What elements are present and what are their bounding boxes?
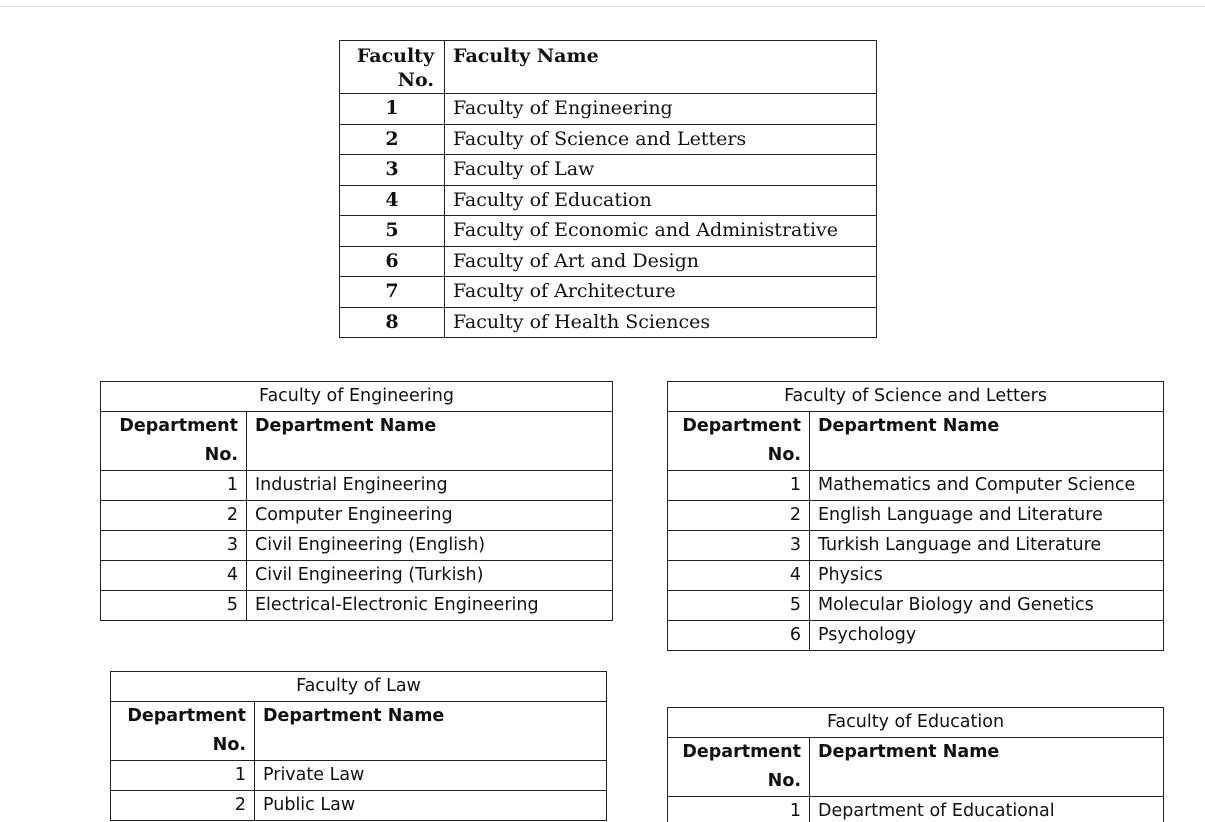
table-row <box>101 591 613 621</box>
table-row <box>668 471 1164 501</box>
faculty-name: Faculty of Health Sciences <box>445 307 877 338</box>
faculty-no: 1 <box>340 94 445 125</box>
department-name-header: Department Name <box>247 412 613 471</box>
department-no: 2 <box>668 501 810 531</box>
table-caption-row <box>668 708 1164 738</box>
department-name: Civil Engineering (Turkish) <box>247 561 613 591</box>
table-row <box>340 216 877 247</box>
department-no: 3 <box>101 531 247 561</box>
department-name: Mathematics and Computer Science <box>810 471 1164 501</box>
department-no-header: Department No. <box>668 412 810 471</box>
table-row <box>101 561 613 591</box>
table-row <box>101 501 613 531</box>
department-no: 1 <box>668 797 810 822</box>
table-row <box>668 591 1164 621</box>
table-row <box>340 277 877 308</box>
faculty-table <box>339 40 877 338</box>
table-row <box>668 797 1164 822</box>
table-caption-row <box>668 382 1164 412</box>
faculty-name-header: Faculty Name <box>445 41 877 94</box>
table-header-row <box>668 412 1164 471</box>
table-row <box>340 307 877 338</box>
table-row <box>340 246 877 277</box>
table-caption-row <box>111 672 607 702</box>
faculty-name: Faculty of Engineering <box>445 94 877 125</box>
table-caption: Faculty of Engineering <box>101 382 613 412</box>
table-row <box>668 501 1164 531</box>
faculty-name: Faculty of Education <box>445 185 877 216</box>
department-name-header: Department Name <box>255 702 607 761</box>
department-name: Private Law <box>255 761 607 791</box>
table-row <box>340 185 877 216</box>
department-no: 6 <box>668 621 810 651</box>
department-name-header: Department Name <box>810 412 1164 471</box>
faculty-no: 7 <box>340 277 445 308</box>
department-no-header: Department No. <box>668 738 810 797</box>
department-no: 1 <box>668 471 810 501</box>
table-header-row <box>111 702 607 761</box>
department-no: 1 <box>111 761 255 791</box>
department-name: Psychology <box>810 621 1164 651</box>
faculty-table-header <box>340 41 877 94</box>
table-row <box>340 155 877 186</box>
department-no: 4 <box>101 561 247 591</box>
department-no: 2 <box>101 501 247 531</box>
department-no: 5 <box>668 591 810 621</box>
department-no: 1 <box>101 471 247 501</box>
department-name: Turkish Language and Literature <box>810 531 1164 561</box>
department-name: Department of Educational <box>810 797 1164 822</box>
department-name: English Language and Literature <box>810 501 1164 531</box>
education-departments-table <box>667 707 1164 822</box>
department-no: 3 <box>668 531 810 561</box>
table-row <box>111 761 607 791</box>
faculty-name: Faculty of Architecture <box>445 277 877 308</box>
faculty-name: Faculty of Art and Design <box>445 246 877 277</box>
faculty-no: 4 <box>340 185 445 216</box>
department-name: Electrical-Electronic Engineering <box>247 591 613 621</box>
department-name: Civil Engineering (English) <box>247 531 613 561</box>
department-name-header: Department Name <box>810 738 1164 797</box>
engineering-departments-table <box>100 381 613 621</box>
table-header-row <box>668 738 1164 797</box>
table-caption: Faculty of Law <box>111 672 607 702</box>
department-no-header: Department No. <box>111 702 255 761</box>
law-departments-table <box>110 671 607 821</box>
top-divider <box>0 6 1205 7</box>
department-name: Public Law <box>255 791 607 821</box>
table-caption: Faculty of Science and Letters <box>668 382 1164 412</box>
department-no: 4 <box>668 561 810 591</box>
faculty-name: Faculty of Economic and Administrative <box>445 216 877 247</box>
department-no-header: Department No. <box>101 412 247 471</box>
department-name: Computer Engineering <box>247 501 613 531</box>
science-letters-departments-table <box>667 381 1164 651</box>
table-row <box>111 791 607 821</box>
faculty-no: 5 <box>340 216 445 247</box>
faculty-no: 8 <box>340 307 445 338</box>
table-row <box>340 124 877 155</box>
table-caption: Faculty of Education <box>668 708 1164 738</box>
table-header-row <box>101 412 613 471</box>
table-row <box>101 531 613 561</box>
faculty-name: Faculty of Law <box>445 155 877 186</box>
faculty-no: 3 <box>340 155 445 186</box>
faculty-name: Faculty of Science and Letters <box>445 124 877 155</box>
faculty-no: 2 <box>340 124 445 155</box>
table-row <box>101 471 613 501</box>
department-no: 2 <box>111 791 255 821</box>
table-caption-row <box>101 382 613 412</box>
department-name: Molecular Biology and Genetics <box>810 591 1164 621</box>
department-name: Industrial Engineering <box>247 471 613 501</box>
table-row <box>340 94 877 125</box>
faculty-no-header: Faculty No. <box>340 41 445 94</box>
table-row <box>668 531 1164 561</box>
table-row <box>668 561 1164 591</box>
department-no: 5 <box>101 591 247 621</box>
table-row <box>668 621 1164 651</box>
faculty-no: 6 <box>340 246 445 277</box>
department-name: Physics <box>810 561 1164 591</box>
